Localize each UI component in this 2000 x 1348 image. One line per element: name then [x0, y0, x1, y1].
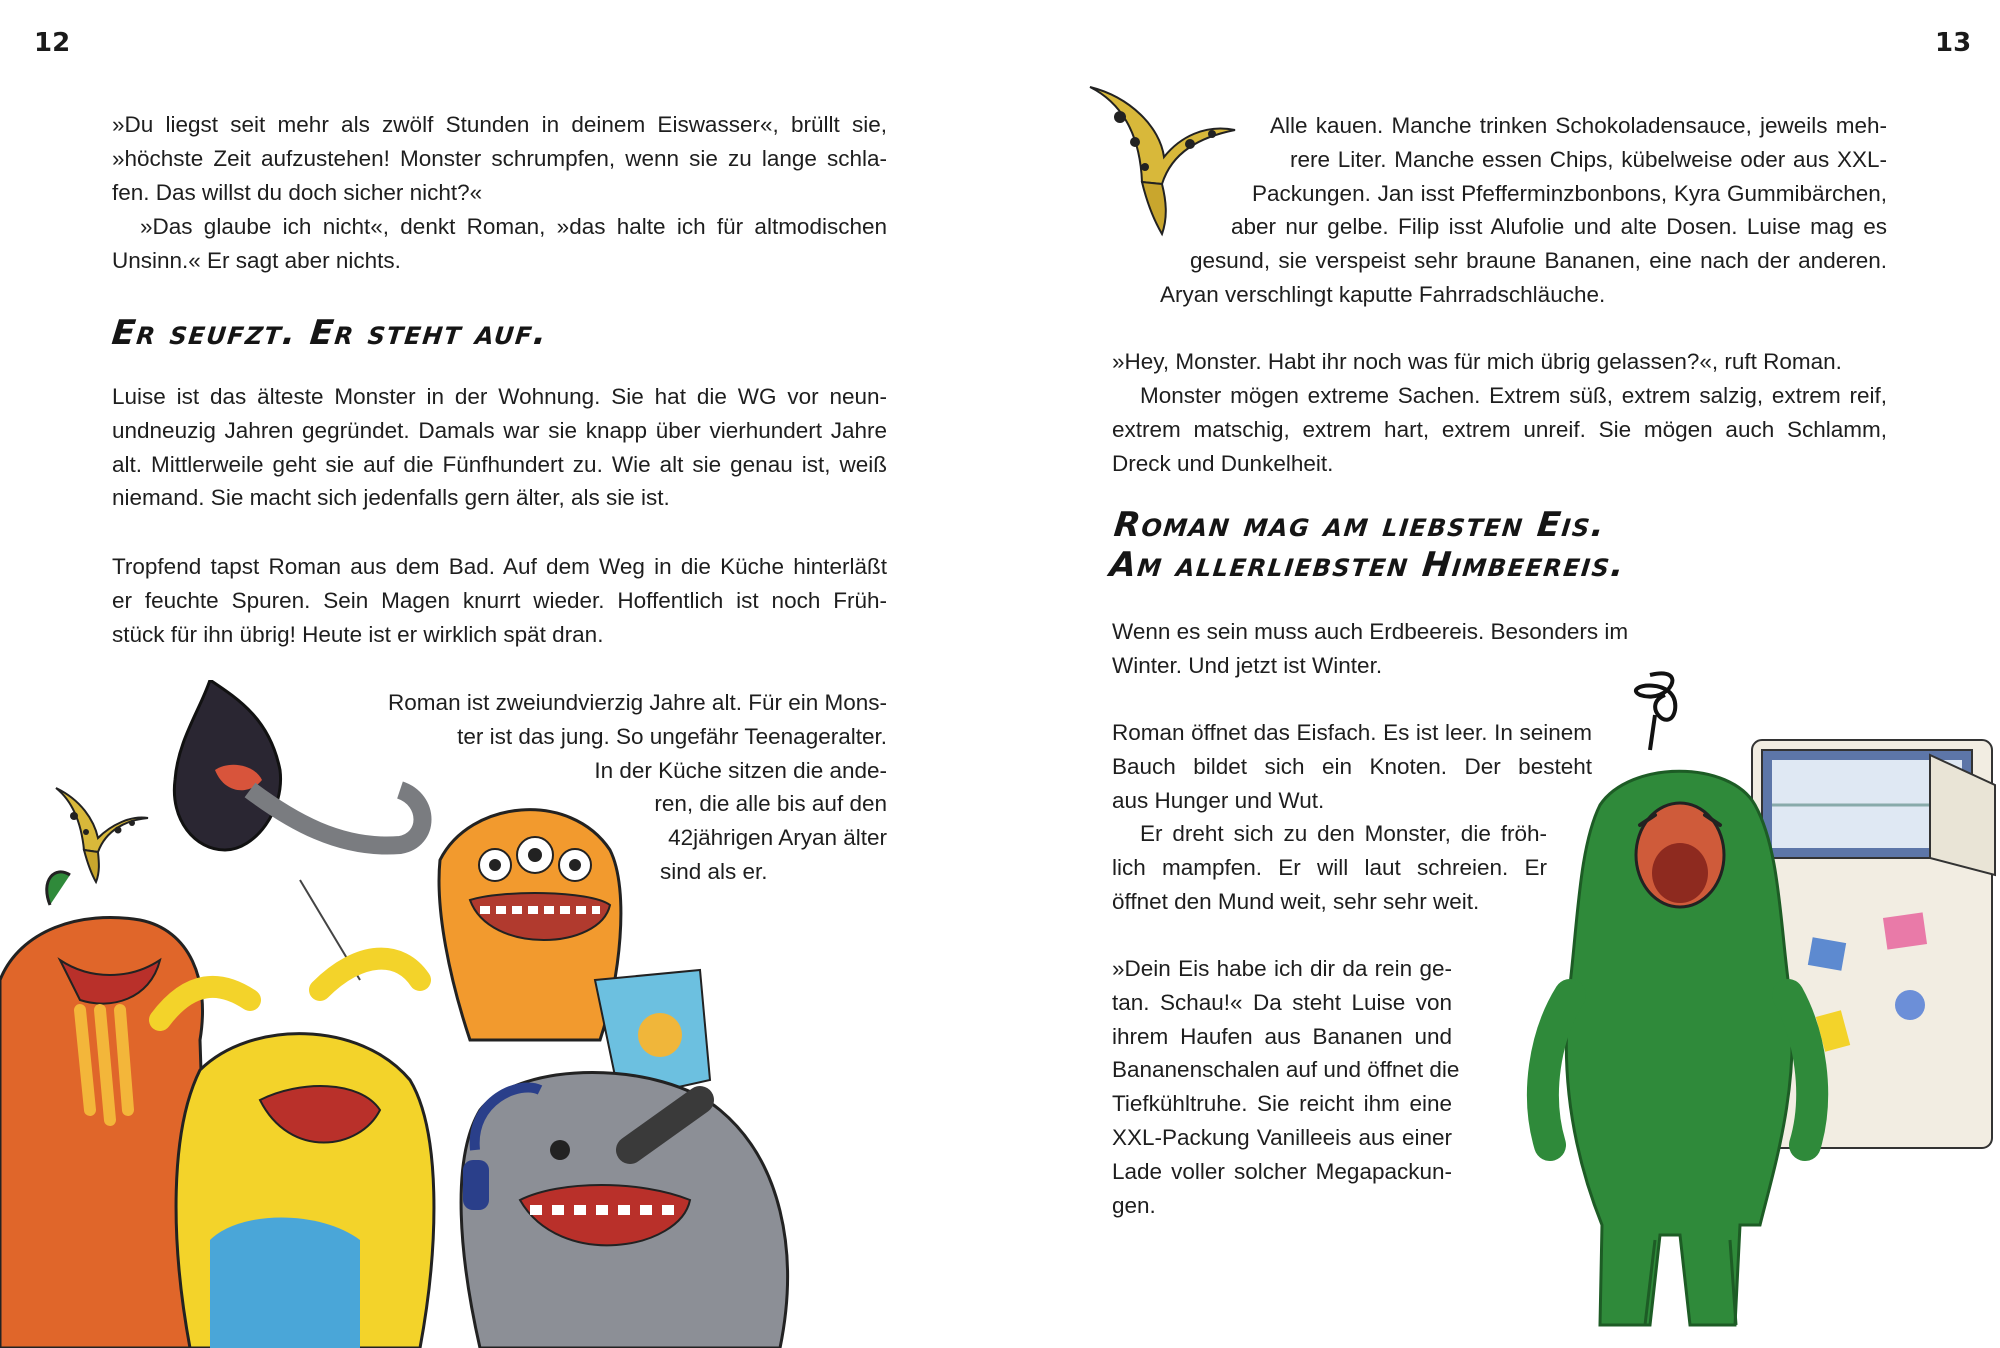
paragraph: Luise ist das älteste Monster in der Wohnung. Sie hat die WG vor neun- undneuzig Jahren gegründet. Damals war sie knapp über vierhundert Jahre alt. Mittlerweile geht sie auf die Fünfhundert zu. Wie alt sie genau ist, weiß niemand. Sie macht sich jedenfalls gern älter, als sie ist.: [112, 384, 887, 511]
paragraph: Er dreht sich zu den Monster, die fröh- lich mampfen. Er will laut schreien. Er öffnet den Mund weit, sehr sehr weit.: [1112, 821, 1547, 914]
page-number: 13: [1935, 28, 1972, 58]
paragraph: Alle kauen. Manche trinken Schokoladensauce, jeweils meh- rere Liter. Manche essen Chips, kübelweise oder aus XXL- Packungen. Jan isst Pfefferminzbonbons, Kyra Gummibärchen, aber nur gelbe. Filip isst Alufolie und alte Dosen. Luise mag es gesund, sie verspeist sehr braune Bananen, eine nach der anderen. Aryan verschlingt kaputte Fahrradschläuche.: [1160, 113, 1887, 307]
paragraph: Roman ist zweiundvierzig Jahre alt. Für ein Mons- ter ist das jung. So ungefähr Teenageralter. In der Küche sitzen die ande- ren, die alle bis auf den 42jährigen Aryan älter sind als er.: [388, 690, 887, 884]
paragraph: Roman öffnet das Eisfach. Es ist leer. In seinem Bauch bildet sich ein Knoten. Der besteht aus Hunger und Wut.: [1112, 720, 1592, 813]
paragraph: »Dein Eis habe ich dir da rein ge- tan. Schau!« Da steht Luise von ihrem Haufen aus Bananen und Bananenschalen auf und öffnet die Tiefkühltruhe. Sie reicht ihm eine XXL-Packung Vanilleeis aus einer Lade voller solcher Megapackun- gen.: [1112, 956, 1460, 1218]
green-monster-fridge-illustration: [1490, 665, 2000, 1348]
chapter-subheading: Er seufzt. Er steht auf.: [109, 313, 550, 353]
paragraph: Monster mögen extreme Sachen. Extrem süß, extrem salzig, extrem reif, extrem matschig, extrem hart, extrem unreif. Sie mögen auch Schlamm, Dreck und Dunkelheit.: [1112, 383, 1887, 476]
chapter-subheading: Roman mag am liebsten Eis. Am allerliebsten Himbeereis.: [1107, 505, 1628, 585]
paragraph: »Hey, Monster. Habt ihr noch was für mich übrig gelassen?«, ruft Roman.: [1112, 349, 1842, 374]
right-page: [1000, 0, 2000, 1348]
paragraph: »Du liegst seit mehr als zwölf Stunden in deinem Eiswasser«, brüllt sie, »höchste Zeit aufzustehen! Monster schrumpfen, wenn sie zu lange schla- fen. Das willst du doch sicher nicht?«: [112, 112, 887, 205]
paragraph: Wenn es sein muss auch Erdbeereis. Besonders im Winter. Und jetzt ist Winter.: [1112, 619, 1629, 678]
monsters-breakfast-illustration: [0, 680, 830, 1348]
paragraph: »Das glaube ich nicht«, denkt Roman, »das halte ich für altmodischen Unsinn.« Er sagt aber nichts.: [112, 214, 887, 273]
page-number: 12: [34, 28, 71, 58]
paragraph: Tropfend tapst Roman aus dem Bad. Auf dem Weg in die Küche hinterläßt er feuchte Spuren. Sein Magen knurrt wieder. Hoffentlich ist noch Früh- stück für ihn übrig! Heute ist er wirklich spät dran.: [112, 554, 887, 647]
